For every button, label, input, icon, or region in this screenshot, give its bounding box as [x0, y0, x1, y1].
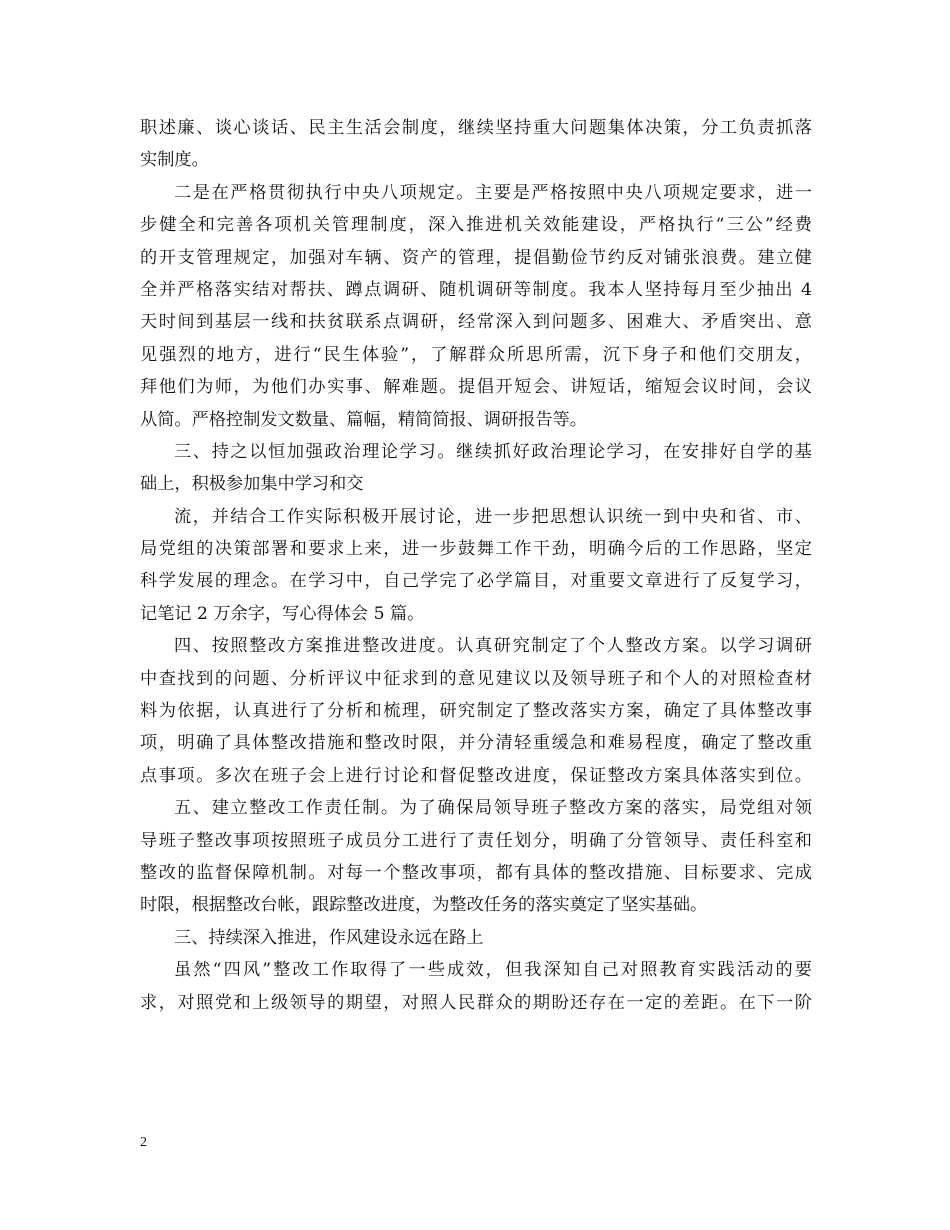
- text-line: 职述廉、谈心谈话、民主生活会制度，继续坚持重大问题集体决策，分工负责抓落: [140, 118, 812, 138]
- text-line: 流，并结合工作实际积极开展讨论，进一步把思想认识统一到中央和省、市、: [174, 506, 812, 527]
- text-line: 求，对照党和上级领导的期望，对照人民群众的期盼还存在一定的差距。在下一阶: [140, 992, 812, 1013]
- text-line: 三、持续深入推进，作风建设永远在路上: [174, 927, 484, 948]
- text-line: 拜他们为师，为他们办实事、解难题。提倡开短会、讲短话，缩短会议时间，会议: [140, 377, 812, 398]
- text-line: 时限，根据整改台帐，跟踪整改进度，为整改任务的落实奠定了坚实基础。: [140, 895, 708, 916]
- text-line: 二是在严格贯彻执行中央八项规定。主要是严格按照中央八项规定要求，进一: [174, 182, 812, 203]
- text-line: 五、建立整改工作责任制。为了确保局领导班子整改方案的落实，局党组对领: [174, 798, 812, 819]
- text-line: 局党组的决策部署和要求上来，进一步鼓舞工作干劲，明确今后的工作思路，坚定: [140, 539, 812, 560]
- text-line: 从简。严格控制发文数量、篇幅，精简简报、调研报告等。: [140, 409, 587, 430]
- page-number: 2: [140, 1135, 147, 1150]
- body-text: [140, 112, 812, 1019]
- text-line: 全并严格落实结对帮扶、蹲点调研、随机调研等制度。我本人坚持每月至少抽出 4: [140, 279, 812, 300]
- text-line: 料为依据，认真进行了分析和梳理，研究制定了整改落实方案，确定了具体整改事: [140, 701, 812, 722]
- text-line: 三、持之以恒加强政治理论学习。继续抓好政治理论学习，在安排好自学的基: [174, 441, 812, 462]
- text-line: 天时间到基层一线和扶贫联系点调研，经常深入到问题多、困难大、矛盾突出、意: [140, 312, 812, 333]
- text-line: 础上，积极参加集中学习和交: [140, 474, 364, 495]
- text-line: 整改的监督保障机制。对每一个整改事项，都有具体的整改措施、目标要求、完成: [140, 862, 812, 883]
- text-line: 中查找到的问题、分析评议中征求到的意见建议以及领导班子和个人的对照检查材: [140, 668, 812, 689]
- text-line: 实制度。: [140, 150, 209, 171]
- text-line: 见强烈的地方，进行“民生体验”，了解群众所思所需，沉下身子和他们交朋友，: [140, 344, 812, 365]
- text-line: 步健全和完善各项机关管理制度，深入推进机关效能建设，严格执行“三公”经费: [140, 215, 812, 236]
- text-line: 记笔记 2 万余字，写心得体会 5 篇。: [140, 603, 425, 624]
- text-line: 导班子整改事项按照班子成员分工进行了责任划分，明确了分管领导、责任科室和: [140, 830, 812, 851]
- text-line: 科学发展的理念。在学习中，自己学完了必学篇目，对重要文章进行了反复学习，: [140, 571, 812, 592]
- text-line: 点事项。多次在班子会上进行讨论和督促整改进度，保证整改方案具体落实到位。: [140, 765, 812, 786]
- text-line: 项，明确了具体整改措施和整改时限，并分清轻重缓急和难易程度，确定了整改重: [140, 733, 812, 754]
- text-line: 的开支管理规定，加强对车辆、资产的管理，提倡勤俭节约反对铺张浪费。建立健: [140, 247, 812, 268]
- text-line: 虽然“四风”整改工作取得了一些成效，但我深知自己对照教育实践活动的要: [174, 960, 812, 981]
- text-line: 四、按照整改方案推进整改进度。认真研究制定了个人整改方案。以学习调研: [174, 636, 812, 657]
